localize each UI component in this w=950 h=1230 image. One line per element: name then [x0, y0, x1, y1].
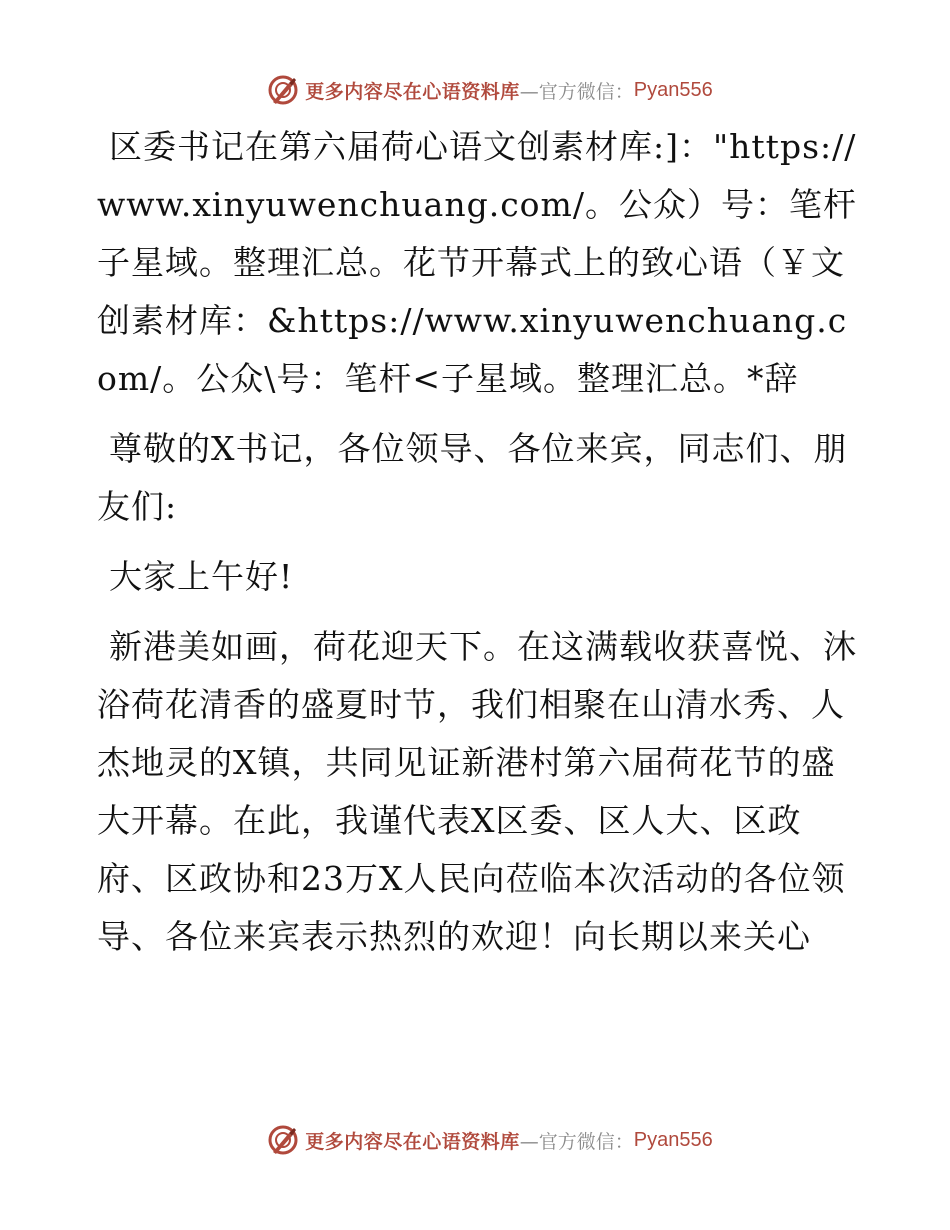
paragraph-greeting: 大家上午好!: [109, 557, 294, 596]
footer-watermark-text: 更多内容尽在心语资料库: [305, 1130, 520, 1153]
footer-watermark: [0, 1120, 950, 1160]
pen-logo-icon: [267, 1124, 299, 1156]
footer-watermark-row: [267, 1124, 713, 1156]
footer-watermark-handle: Pyan556: [633, 1128, 713, 1151]
header-watermark-row: [267, 74, 713, 106]
pen-logo-icon: [267, 74, 299, 106]
footer-watermark-separator: —官方微信：: [519, 1130, 634, 1153]
paragraph-title: 区委书记在第六届荷心语文创素材库:]："https://www.xinyuwenchuang.com/。公众）号：笔杆子星域。整理汇总。花节开幕式上的致心语（￥文创素材库：&https://www.xinyuwenchuang.com/。公众\号：笔杆<子星域。整理汇总。*辞: [97, 127, 857, 398]
header-watermark-handle: Pyan556: [633, 78, 713, 101]
header-watermark-text: 更多内容尽在心语资料库: [305, 80, 520, 103]
header-watermark: [0, 70, 950, 110]
paragraph-body: 新港美如画，荷花迎天下。在这满载收获喜悦、沐浴荷花清香的盛夏时节，我们相聚在山清水秀、人杰地灵的X镇，共同见证新港村第六届荷花节的盛大开幕。在此，我谨代表X区委、区人大、区政府、区政协和23万X人民向莅临本次活动的各位领导、各位来宾表示热烈的欢迎！向长期以来关心: [97, 627, 857, 956]
document-body: [97, 118, 857, 978]
header-watermark-separator: —官方微信：: [519, 80, 634, 103]
paragraph-salutation: 尊敬的X书记，各位领导、各位来宾，同志们、朋友们:: [97, 429, 848, 526]
